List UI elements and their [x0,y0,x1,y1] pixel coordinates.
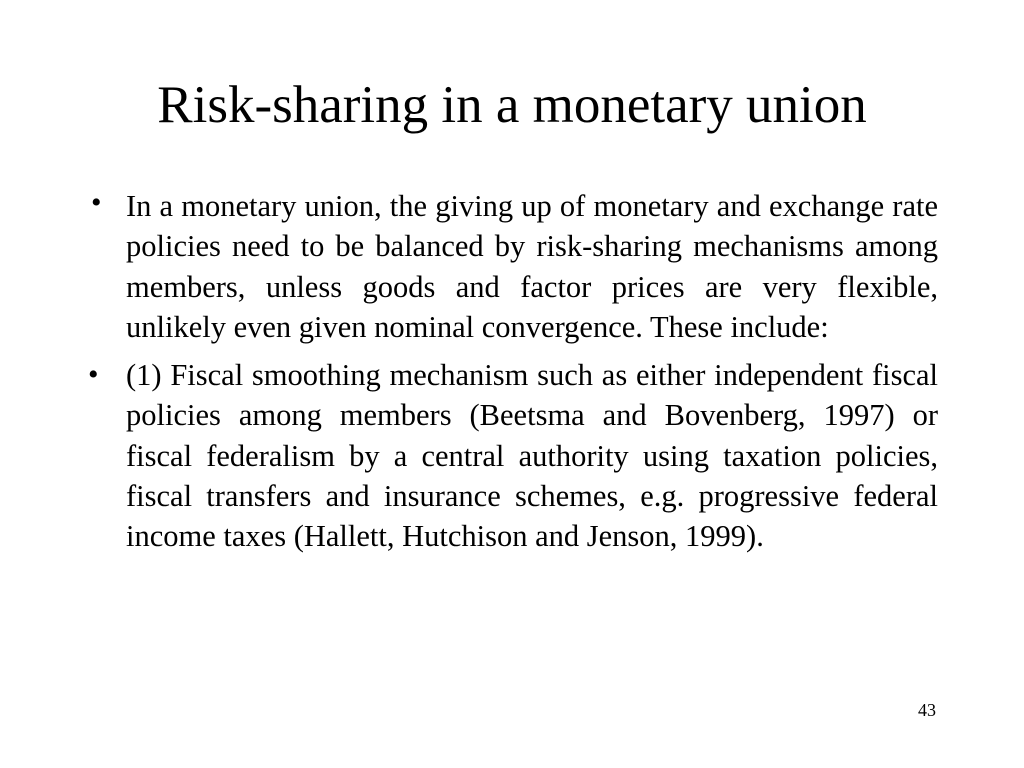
page-number: 43 [918,700,936,720]
bullet-list [88,186,938,565]
bullet-item [88,186,938,347]
slide-title: Risk-sharing in a monetary union [157,76,867,134]
bullet-marker: • [91,186,102,219]
bullet-marker: • [88,358,99,392]
bullet-text: (1) Fiscal smoothing mechanism such as either independent fiscal policies among members (Beetsma and Bovenberg, 1997) or fiscal federalism by a central authority using taxation policies, fiscal transfers and insurance schemes, e.g. progressive federal income taxes (Hallett, Hutchison and Jenson, 1999). [126,358,938,554]
bullet-text: In a monetary union, the giving up of monetary and exchange rate policies need to be balanced by risk-sharing mechanisms among members, unless goods and factor prices are very flexible, unlikely even given nominal convergence. These include: [126,189,938,344]
bullet-item [88,355,938,556]
